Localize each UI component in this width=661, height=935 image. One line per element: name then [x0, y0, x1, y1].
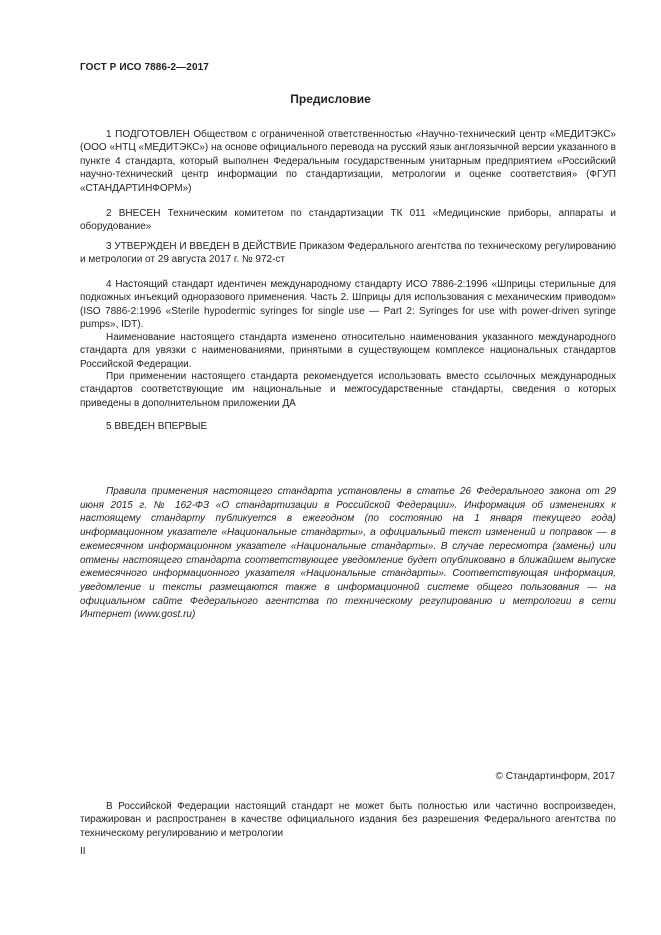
- reproduction-restriction: В Российской Федерации настоящий стандарт не может быть полностью или частично воспроизведен, тиражирован и распространен в качестве официального издания без разрешения Федерального агентства по техническому регулированию и метрологии: [80, 801, 616, 839]
- paragraph-approved: 3 УТВЕРЖДЕН И ВВЕДЕН В ДЕЙСТВИЕ Приказом Федерального агентства по техническому регулированию и метрологии от 29 августа 2017 г. № 972-ст: [80, 241, 616, 266]
- application-rules-notice: Правила применения настоящего стандарта установлены в статье 26 Федерального закона от 29 июня 2015 г. № 162-ФЗ «О стандартизации в Российской Федерации». Информация об изменениях к настоящему стандарту публикуется в ежегодном (по состоянию на 1 января текущего года) информационном указателе «Национальные стандарты», а официальный текст изменений и поправок — в ежемесячном информационном указателе «Национальные стандарты». В случае пересмотра (замены) или отмены настоящего стандарта соответствующее уведомление будет опубликовано в ближайшем выпуске ежемесячного информационного указателя «Национальные стандарты». Соответствующая информация, уведомление и тексты размещаются также в информационной системе общего пользования — на официальном сайте Федерального агентства по техническому регулированию и метрологии в сети Интернет (www.gost.ru): [80, 486, 616, 621]
- standard-code-header: ГОСТ Р ИСО 7886-2—2017: [80, 62, 209, 73]
- page-number: II: [80, 846, 86, 857]
- copyright-line: © Стандартинформ, 2017: [495, 771, 615, 782]
- paragraph-first-introduced: 5 ВВЕДЕН ВПЕРВЫЕ: [106, 421, 208, 432]
- paragraph-introduced-by: 2 ВНЕСЕН Техническим комитетом по стандартизации ТК 011 «Медицинские приборы, аппараты и оборудование»: [80, 208, 616, 233]
- page-title: Предисловие: [290, 92, 371, 106]
- paragraph-name-change: Наименование настоящего стандарта изменено относительно наименования указанного международного стандарта для увязки с наименованиями, принятыми в существующем комплексе национальных стандартов Российской Федерации.: [80, 332, 616, 370]
- paragraph-references: При применении настоящего стандарта рекомендуется использовать вместо ссылочных международных стандартов соответствующие им национальные и межгосударственные стандарты, сведения о которых приведены в дополнительном приложении ДА: [80, 371, 616, 409]
- paragraph-prepared-by: 1 ПОДГОТОВЛЕН Обществом с ограниченной ответственностью «Научно-технический центр «МЕДИТЭКС» (ООО «НТЦ «МЕДИТЭКС») на основе официального перевода на русский язык англоязычной версии указанного в пункте 4 стандарта, который выполнен Федеральным государственным унитарным предприятием «Российский научно-технический центр информации по стандартизации, метрологии и оценке соответствия» (ФГУП «СТАНДАРТИНФОРМ»): [80, 129, 616, 194]
- paragraph-identical-standard: 4 Настоящий стандарт идентичен международному стандарту ИСО 7886-2:1996 «Шприцы стерильные для подкожных инъекций одноразового применения. Часть 2. Шприцы для использования с механическим приводом» (ISO 7886-2:1996 «Sterile hypodermic syringes for single use — Part 2: Syringes for use with power-driven syringe pumps», IDT).: [80, 279, 616, 331]
